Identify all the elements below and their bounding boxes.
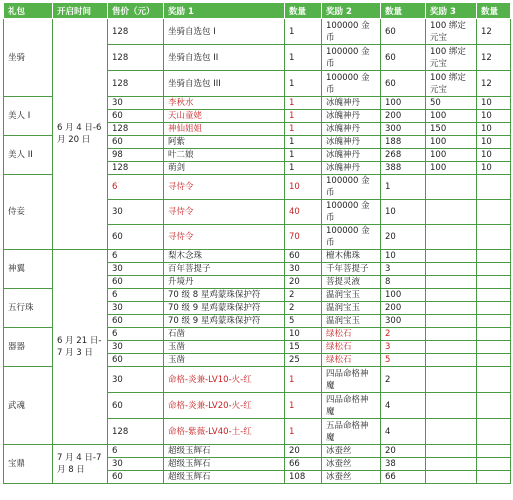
qty2-cell: 60 [381, 19, 426, 45]
reward3-cell: 50 [426, 97, 477, 110]
price-cell: 60 [108, 393, 164, 419]
reward3-cell: 100 [426, 110, 477, 123]
reward3-cell [426, 250, 477, 263]
reward1-cell: 超级玉辉石 [164, 458, 285, 471]
qty3-cell [477, 225, 511, 250]
qty2-cell: 10 [381, 250, 426, 263]
pack-cell: 坐骑 [4, 19, 53, 97]
header-row [4, 3, 511, 19]
reward2-cell: 绿松石 [322, 328, 381, 341]
qty1-cell: 1 [285, 19, 322, 45]
col-header-pack: 礼包 [4, 3, 53, 19]
reward1-cell: 玉凿 [164, 354, 285, 367]
reward1-cell: 阿紫 [164, 136, 285, 149]
reward1-cell: 神仙姐姐 [164, 123, 285, 136]
qty1-cell: 1 [285, 162, 322, 175]
pack-cell: 侍妾 [4, 175, 53, 250]
qty2-cell: 188 [381, 136, 426, 149]
qty2-cell: 300 [381, 123, 426, 136]
table-row [4, 250, 511, 263]
price-cell: 128 [108, 45, 164, 71]
qty3-cell [477, 328, 511, 341]
reward1-cell: 天山童姥 [164, 110, 285, 123]
qty2-cell: 60 [381, 45, 426, 71]
reward2-cell: 绿松石 [322, 354, 381, 367]
price-cell: 30 [108, 341, 164, 354]
qty2-cell: 4 [381, 393, 426, 419]
reward3-cell [426, 341, 477, 354]
price-cell: 60 [108, 471, 164, 484]
qty1-cell: 70 [285, 225, 322, 250]
reward1-cell: 叶二娘 [164, 149, 285, 162]
qty3-cell [477, 458, 511, 471]
reward2-cell: 菩提灵液 [322, 276, 381, 289]
price-cell: 128 [108, 123, 164, 136]
qty1-cell: 1 [285, 136, 322, 149]
reward3-cell: 100 [426, 162, 477, 175]
qty1-cell: 1 [285, 110, 322, 123]
qty2-cell: 200 [381, 302, 426, 315]
qty3-cell: 10 [477, 123, 511, 136]
qty3-cell [477, 302, 511, 315]
qty2-cell: 5 [381, 354, 426, 367]
pack-cell: 五行珠 [4, 289, 53, 328]
reward1-cell: 玉凿 [164, 341, 285, 354]
reward1-cell: 超级玉辉石 [164, 445, 285, 458]
reward2-cell: 四品命格神魔 [322, 367, 381, 393]
reward2-cell: 100000 金币 [322, 200, 381, 225]
qty3-cell: 10 [477, 162, 511, 175]
qty1-cell: 1 [285, 367, 322, 393]
reward1-cell: 70 级 9 星鸡蒙珠保护符 [164, 302, 285, 315]
reward1-cell: 李秋水 [164, 97, 285, 110]
reward3-cell [426, 367, 477, 393]
reward2-cell: 温润宝玉 [322, 289, 381, 302]
reward3-cell [426, 289, 477, 302]
reward1-cell: 命格-炎兼-LV20-火-红 [164, 393, 285, 419]
qty3-cell [477, 276, 511, 289]
qty2-cell: 300 [381, 315, 426, 328]
price-cell: 30 [108, 367, 164, 393]
reward3-cell [426, 276, 477, 289]
col-header-price: 售价（元） [108, 3, 164, 19]
reward2-cell: 100000 金币 [322, 71, 381, 97]
qty3-cell [477, 289, 511, 302]
qty1-cell: 1 [285, 123, 322, 136]
price-cell: 30 [108, 263, 164, 276]
reward3-cell [426, 328, 477, 341]
reward3-cell [426, 445, 477, 458]
date-cell: 6 月 4 日-6 月 20 日 [53, 19, 108, 250]
qty2-cell: 66 [381, 471, 426, 484]
qty2-cell: 38 [381, 458, 426, 471]
qty1-cell: 2 [285, 302, 322, 315]
reward2-cell: 冰魄神丹 [322, 162, 381, 175]
reward1-cell: 70 级 8 星鸡蒙珠保护符 [164, 289, 285, 302]
pack-cell: 武魂 [4, 367, 53, 445]
reward1-cell: 寻侍令 [164, 225, 285, 250]
qty3-cell [477, 250, 511, 263]
reward3-cell [426, 225, 477, 250]
qty1-cell: 108 [285, 471, 322, 484]
qty1-cell: 20 [285, 276, 322, 289]
price-cell: 6 [108, 445, 164, 458]
reward1-cell: 梨木念珠 [164, 250, 285, 263]
qty2-cell: 200 [381, 110, 426, 123]
reward3-cell: 150 [426, 123, 477, 136]
reward3-cell: 100 [426, 149, 477, 162]
qty1-cell: 1 [285, 393, 322, 419]
date-cell: 7 月 4 日-7 月 8 日 [53, 445, 108, 484]
price-cell: 60 [108, 225, 164, 250]
reward2-cell: 冰魄神丹 [322, 110, 381, 123]
qty2-cell: 60 [381, 71, 426, 97]
reward3-cell [426, 315, 477, 328]
qty2-cell: 268 [381, 149, 426, 162]
pack-cell: 神翼 [4, 250, 53, 289]
qty3-cell [477, 367, 511, 393]
reward1-cell: 寻侍令 [164, 200, 285, 225]
qty3-cell [477, 315, 511, 328]
reward2-cell: 冰魄神丹 [322, 97, 381, 110]
pack-cell: 宝鼎 [4, 445, 53, 484]
qty1-cell: 60 [285, 250, 322, 263]
reward2-cell: 冰魄神丹 [322, 136, 381, 149]
qty2-cell: 3 [381, 263, 426, 276]
qty3-cell: 12 [477, 71, 511, 97]
qty1-cell: 20 [285, 445, 322, 458]
col-header-qty3: 数量 [477, 3, 511, 19]
reward1-cell: 坐骑自选包 II [164, 45, 285, 71]
reward2-cell: 冰蚕丝 [322, 445, 381, 458]
reward2-cell: 100000 金币 [322, 45, 381, 71]
qty1-cell: 1 [285, 71, 322, 97]
table-row [4, 19, 511, 45]
qty2-cell: 2 [381, 367, 426, 393]
reward2-cell: 四品命格神魔 [322, 393, 381, 419]
price-cell: 60 [108, 110, 164, 123]
price-cell: 128 [108, 71, 164, 97]
col-header-qty2: 数量 [381, 3, 426, 19]
reward2-cell: 冰蚕丝 [322, 458, 381, 471]
col-header-reward3: 奖励 3 [426, 3, 477, 19]
qty1-cell: 40 [285, 200, 322, 225]
qty1-cell: 25 [285, 354, 322, 367]
reward3-cell [426, 302, 477, 315]
reward2-cell: 冰魄神丹 [322, 123, 381, 136]
qty1-cell: 66 [285, 458, 322, 471]
qty3-cell [477, 354, 511, 367]
reward2-cell: 冰蚕丝 [322, 471, 381, 484]
reward1-cell: 百年菩提子 [164, 263, 285, 276]
reward2-cell: 100000 金币 [322, 19, 381, 45]
qty1-cell: 5 [285, 315, 322, 328]
reward2-cell: 檀木佛珠 [322, 250, 381, 263]
reward3-cell: 100 [426, 136, 477, 149]
qty3-cell: 10 [477, 136, 511, 149]
price-cell: 6 [108, 175, 164, 200]
price-cell: 60 [108, 136, 164, 149]
reward3-cell: 100 绑定元宝 [426, 19, 477, 45]
col-header-date: 开启时间 [53, 3, 108, 19]
qty1-cell: 1 [285, 97, 322, 110]
table-row [4, 445, 511, 458]
price-cell: 60 [108, 354, 164, 367]
reward1-cell: 超级玉辉石 [164, 471, 285, 484]
price-cell: 30 [108, 200, 164, 225]
reward3-cell: 100 绑定元宝 [426, 71, 477, 97]
qty2-cell: 20 [381, 445, 426, 458]
reward2-cell: 冰魄神丹 [322, 149, 381, 162]
reward1-cell: 寻侍令 [164, 175, 285, 200]
price-cell: 128 [108, 19, 164, 45]
pack-cell: 美人 I [4, 97, 53, 136]
price-cell: 6 [108, 289, 164, 302]
reward2-cell: 100000 金币 [322, 225, 381, 250]
reward1-cell: 坐骑自选包 III [164, 71, 285, 97]
price-cell: 30 [108, 97, 164, 110]
reward3-cell [426, 393, 477, 419]
price-cell: 128 [108, 419, 164, 445]
qty3-cell [477, 445, 511, 458]
qty1-cell: 10 [285, 175, 322, 200]
qty3-cell [477, 341, 511, 354]
qty3-cell: 10 [477, 110, 511, 123]
price-cell: 30 [108, 458, 164, 471]
qty2-cell: 100 [381, 97, 426, 110]
qty3-cell [477, 393, 511, 419]
reward1-cell: 萌剑 [164, 162, 285, 175]
date-cell: 6 月 21 日-7 月 3 日 [53, 250, 108, 445]
qty3-cell [477, 263, 511, 276]
price-cell: 60 [108, 315, 164, 328]
qty2-cell: 20 [381, 225, 426, 250]
reward1-cell: 命格-紫薇-LV40-土-红 [164, 419, 285, 445]
pack-cell: 器器 [4, 328, 53, 367]
qty3-cell [477, 471, 511, 484]
qty3-cell: 12 [477, 45, 511, 71]
reward2-cell: 绿松石 [322, 341, 381, 354]
qty1-cell: 30 [285, 263, 322, 276]
price-cell: 30 [108, 302, 164, 315]
qty2-cell: 388 [381, 162, 426, 175]
qty2-cell: 4 [381, 419, 426, 445]
price-cell: 98 [108, 149, 164, 162]
qty1-cell: 1 [285, 149, 322, 162]
reward1-cell: 升境丹 [164, 276, 285, 289]
price-cell: 128 [108, 162, 164, 175]
price-cell: 6 [108, 250, 164, 263]
qty2-cell: 10 [381, 200, 426, 225]
reward2-cell: 温润宝玉 [322, 315, 381, 328]
qty3-cell [477, 175, 511, 200]
col-header-reward1: 奖励 1 [164, 3, 285, 19]
qty2-cell: 8 [381, 276, 426, 289]
reward3-cell [426, 458, 477, 471]
qty3-cell: 12 [477, 19, 511, 45]
reward3-cell [426, 263, 477, 276]
qty1-cell: 1 [285, 419, 322, 445]
qty3-cell [477, 419, 511, 445]
reward2-cell: 温润宝玉 [322, 302, 381, 315]
reward3-cell [426, 419, 477, 445]
reward3-cell [426, 354, 477, 367]
qty1-cell: 1 [285, 45, 322, 71]
qty2-cell: 100 [381, 289, 426, 302]
qty3-cell [477, 200, 511, 225]
col-header-qty1: 数量 [285, 3, 322, 19]
qty3-cell: 10 [477, 97, 511, 110]
reward3-cell [426, 175, 477, 200]
qty1-cell: 2 [285, 289, 322, 302]
reward1-cell: 命格-炎兼-LV10-火-红 [164, 367, 285, 393]
qty3-cell: 10 [477, 149, 511, 162]
reward3-cell [426, 200, 477, 225]
qty1-cell: 15 [285, 341, 322, 354]
qty2-cell: 3 [381, 341, 426, 354]
reward1-cell: 坐骑自选包 I [164, 19, 285, 45]
reward1-cell: 70 级 9 星鸡蒙珠保护符 [164, 315, 285, 328]
reward2-cell: 五品命格神魔 [322, 419, 381, 445]
price-cell: 6 [108, 328, 164, 341]
qty2-cell: 2 [381, 328, 426, 341]
col-header-reward2: 奖励 2 [322, 3, 381, 19]
qty1-cell: 10 [285, 328, 322, 341]
pack-cell: 美人 II [4, 136, 53, 175]
reward1-cell: 石凿 [164, 328, 285, 341]
reward3-cell: 100 绑定元宝 [426, 45, 477, 71]
qty2-cell: 1 [381, 175, 426, 200]
reward2-cell: 100000 金币 [322, 175, 381, 200]
reward3-cell [426, 471, 477, 484]
reward2-cell: 千年菩提子 [322, 263, 381, 276]
price-cell: 60 [108, 276, 164, 289]
reward-table [3, 2, 511, 484]
